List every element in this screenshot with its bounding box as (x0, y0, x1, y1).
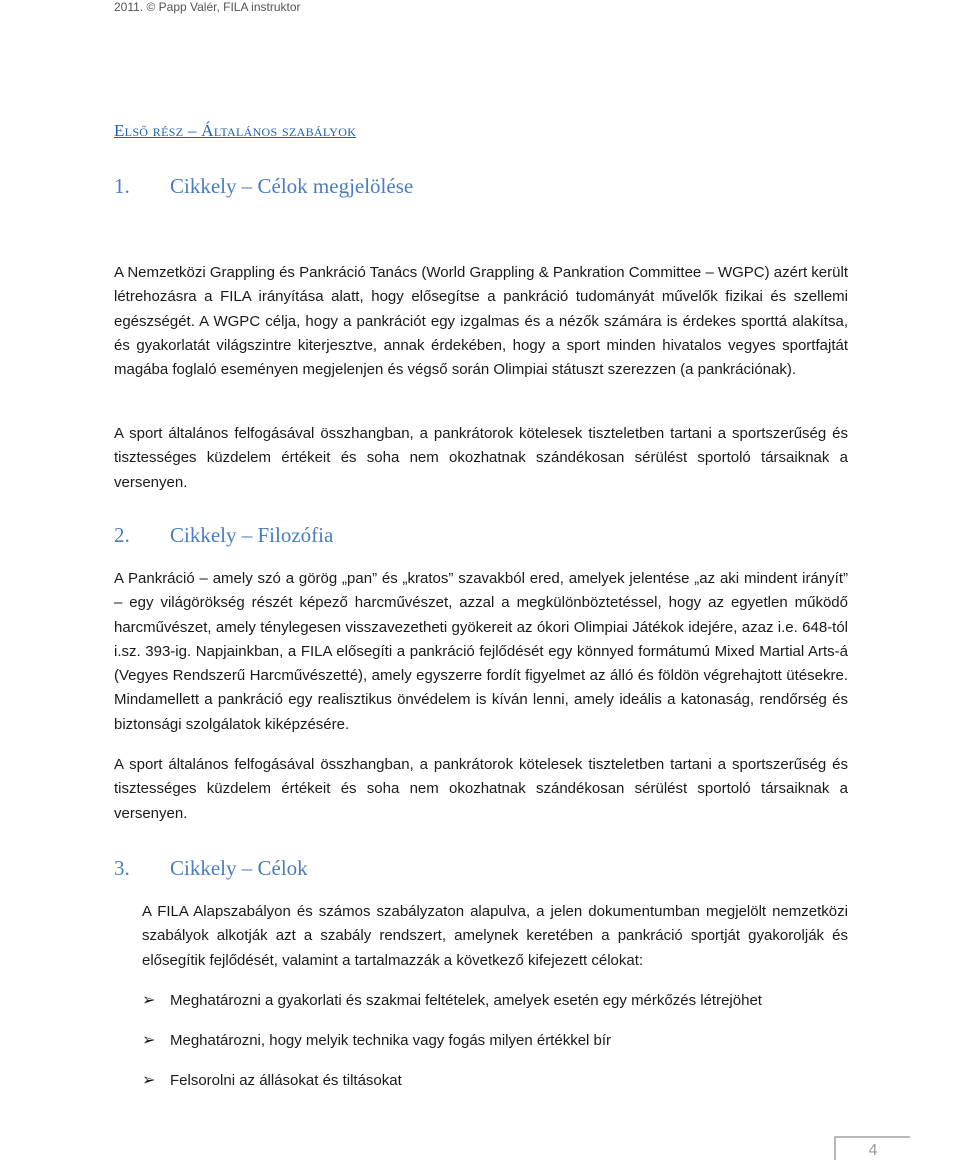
paragraph: A FILA Alapszabályon és számos szabályzaton alapulva, a jelen dokumentumban megjelölt nemzetközi szabályok alkotják azt a szabály rendszert, amelynek keretében a pankráció sportját gyakorolják és elősegítik fejlődését, valamint a tartalmazzák a következő kifejezett célokat: (142, 903, 848, 969)
paragraph: A Nemzetközi Grappling és Pankráció Tanács (World Grappling & Pankration Committee – WGPC) azért került létrehozásra a FILA irányítása alatt, hogy elősegítse a pankráció tudományát művelők fizikai és szellemi egészségét. A WGPC célja, hogy a pankrációt egy izgalmas és a nézők számára is érdekes sporttá alakítsa, és gyakorlatát világszintre kiterjesztve, annak érdekében, hogy a sport minden hivatalos vegyes sportfajtát magába foglaló eseményen megjelenjen és végső során Olimpiai státuszt szerezzen (a pankrációnak). (114, 264, 848, 379)
part-title: Első rész – Általános szabályok (114, 121, 357, 140)
list-item (142, 991, 762, 1011)
list-item (142, 1031, 611, 1051)
section-heading-2 (114, 523, 333, 548)
list-item-text: Meghatározni a gyakorlati és szakmai feltételek, amelyek esetén egy mérkőzés létrejöhet (170, 992, 762, 1009)
paragraph: A sport általános felfogásával összhangban, a pankrátorok kötelesek tiszteletben tartani a sportszerűség és tisztességes küzdelem értékeit és soha nem okozhatnak szándékosan sérülést sportoló társaiknak a versenyen. (114, 756, 848, 822)
page-number: 4 (834, 1136, 910, 1160)
section-heading-1 (114, 174, 413, 199)
arrow-bullet-icon: ➢ (142, 992, 156, 1009)
list-item-text: Felsorolni az állásokat és tiltásokat (170, 1072, 402, 1089)
section-number: 1. (114, 174, 130, 198)
section-number: 3. (114, 856, 130, 880)
section-number: 2. (114, 523, 130, 547)
list-item-text: Meghatározni, hogy melyik technika vagy fogás milyen értékkel bír (170, 1032, 612, 1049)
paragraph: A Pankráció – amely szó a görög „pan” és „kratos” szavakból ered, amelyek jelentése „az aki mindent irányít” – egy világörökség részét képező harcművészet, azzal a megkülönböztetéssel, hogy az egyetlen működő harcművészet, amely ténylegesen visszavezetheti gyökereit az ókori Olimpiai Játékok idejére, azaz i.e. 648-tól i.sz. 393-ig. Napjainkban, a FILA elősegíti a pankráció fejlődését egy könnyed formátumú Mixed Martial Arts-á (Vegyes Rendszerű Harcművészetté), amely egyszerre fordít figyelmet az álló és földön végrehajtott ütésekre. Mindamellett a pankráció egy realisztikus önvédelem is kíván lenni, amely ideális a katonaság, rendőrség és biztonsági szolgálatok kiképzésére. (114, 570, 848, 733)
arrow-bullet-icon: ➢ (142, 1072, 156, 1089)
arrow-bullet-icon: ➢ (142, 1032, 156, 1049)
paragraph: A sport általános felfogásával összhangban, a pankrátorok kötelesek tiszteletben tartani a sportszerűség és tisztességes küzdelem értékeit és soha nem okozhatnak szándékosan sérülést sportoló társaiknak a versenyen. (114, 425, 848, 491)
page-header: 2011. © Papp Valér, FILA instruktor (114, 0, 301, 14)
section-title: Cikkely – Célok (170, 856, 308, 880)
section-title: Cikkely – Filozófia (170, 523, 334, 547)
section-title: Cikkely – Célok megjelölése (170, 174, 414, 198)
section-heading-3 (114, 856, 308, 881)
list-item (142, 1071, 402, 1091)
